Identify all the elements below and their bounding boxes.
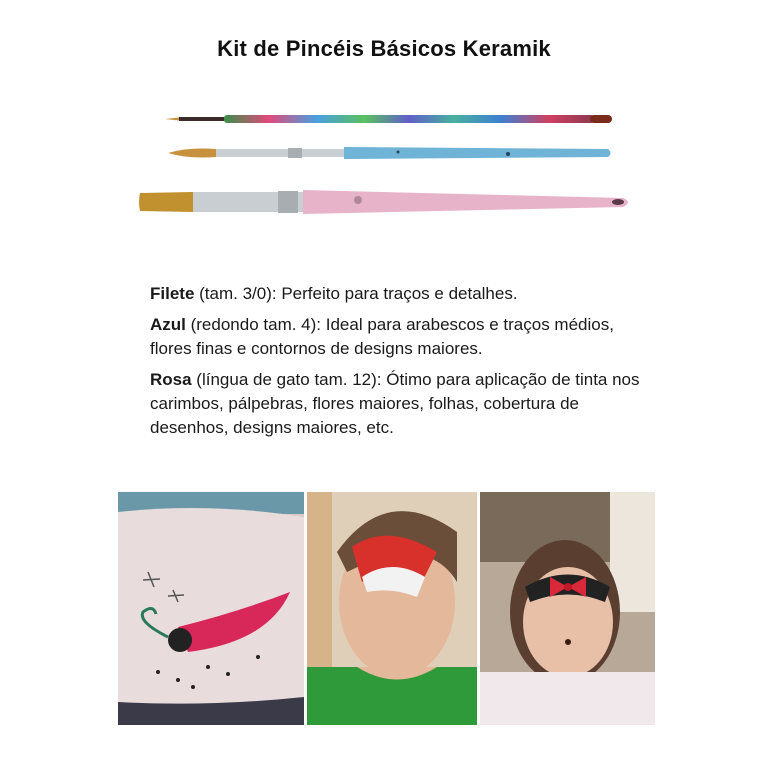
description-filete: Filete (tam. 3/0): Perfeito para traços e detalhes.: [150, 284, 518, 303]
description-rosa: Rosa (língua de gato tam. 12): Ótimo para aplicação de tinta nos carimbos, pálpebras, flores maiores, folhas, cobertura de desenhos, designs maiores, etc.: [150, 370, 640, 437]
arm-painting-photo: [118, 492, 304, 725]
brush-descriptions: [150, 282, 650, 447]
rosa-brush-image: [138, 185, 633, 220]
minnie-face-photo: [480, 492, 655, 725]
azul-brush-image: [168, 143, 613, 163]
filete-brush-image: [165, 112, 615, 126]
spiderman-face-photo: [307, 492, 477, 725]
description-azul: Azul (redondo tam. 4): Ideal para arabescos e traços médios, flores finas e contornos de designs maiores.: [150, 315, 614, 358]
page-title: Kit de Pincéis Básicos Keramik: [217, 36, 551, 61]
